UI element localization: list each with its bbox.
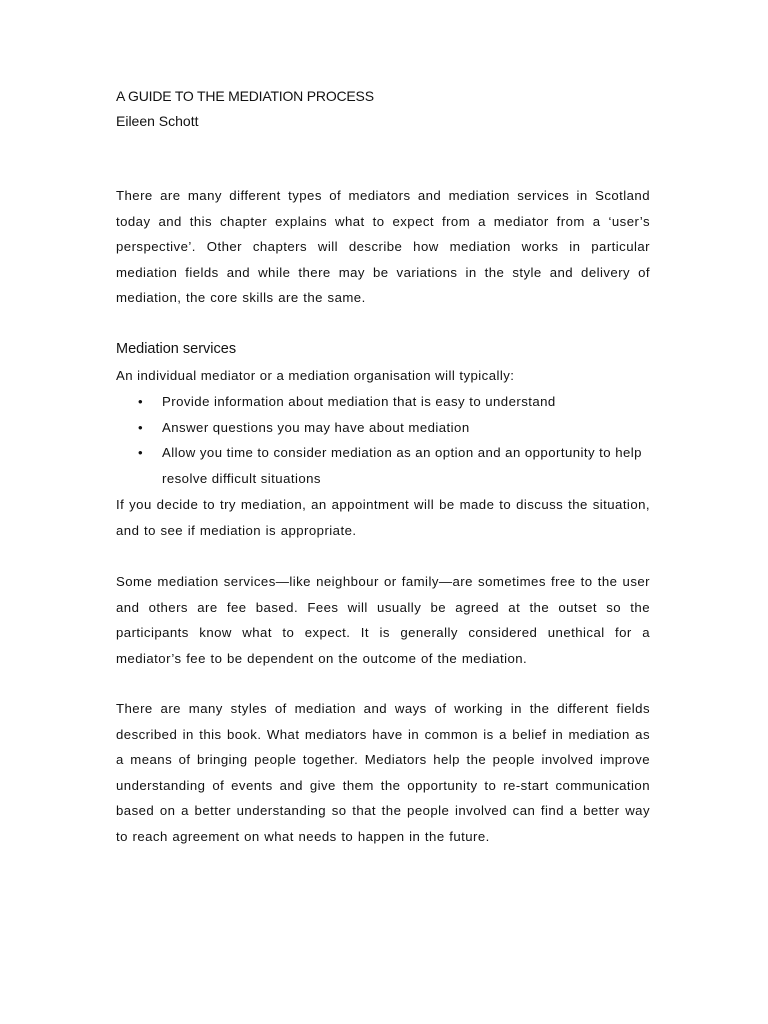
section-heading: Mediation services: [116, 341, 237, 357]
fees-paragraph: Some mediation services—like neighbour or family—are sometimes free to the user and others are fee based. Fees will usually be agreed at the outset so the participants know what to expect. It is generally considered unethical for a mediator’s fee to be dependent on the outcome of the mediation.: [116, 574, 650, 666]
intro-paragraph: There are many different types of mediators and mediation services in Scotland today and this chapter explains what to expect from a mediator from a ‘user’s perspective’. Other chapters will describe how mediation works in particular mediation fields and while there may be variations in the style and delivery of mediation, the core skills are the same.: [116, 188, 650, 306]
bullet-icon: •: [138, 445, 144, 461]
document-author: Eileen Schott: [116, 113, 199, 129]
list-item: [116, 389, 650, 415]
list-item-text: Allow you time to consider mediation as an option and an opportunity to help resolve difficult situations: [162, 445, 642, 486]
section-intro: An individual mediator or a mediation organisation will typically:: [116, 368, 515, 383]
styles-paragraph: There are many styles of mediation and ways of working in the different fields described in this book. What mediators have in common is a belief in mediation as a means of bringing people together. Mediators help the people involved improve understanding of events and give them the opportunity to re-start communication based on a better understanding so that the people involved can find a better way to reach agreement on what needs to happen in the future.: [116, 701, 650, 844]
appointment-paragraph: If you decide to try mediation, an appointment will be made to discuss the situation, and to see if mediation is appropriate.: [116, 497, 650, 538]
list-item-text: Provide information about mediation that is easy to understand: [162, 394, 556, 409]
document-title: A GUIDE TO THE MEDIATION PROCESS: [116, 88, 374, 104]
list-item: [116, 440, 650, 491]
list-item-text: Answer questions you may have about mediation: [162, 419, 470, 435]
bullet-icon: •: [138, 419, 144, 435]
bullet-icon: •: [138, 394, 144, 409]
list-item: [116, 415, 650, 441]
bullet-list: [116, 389, 650, 491]
